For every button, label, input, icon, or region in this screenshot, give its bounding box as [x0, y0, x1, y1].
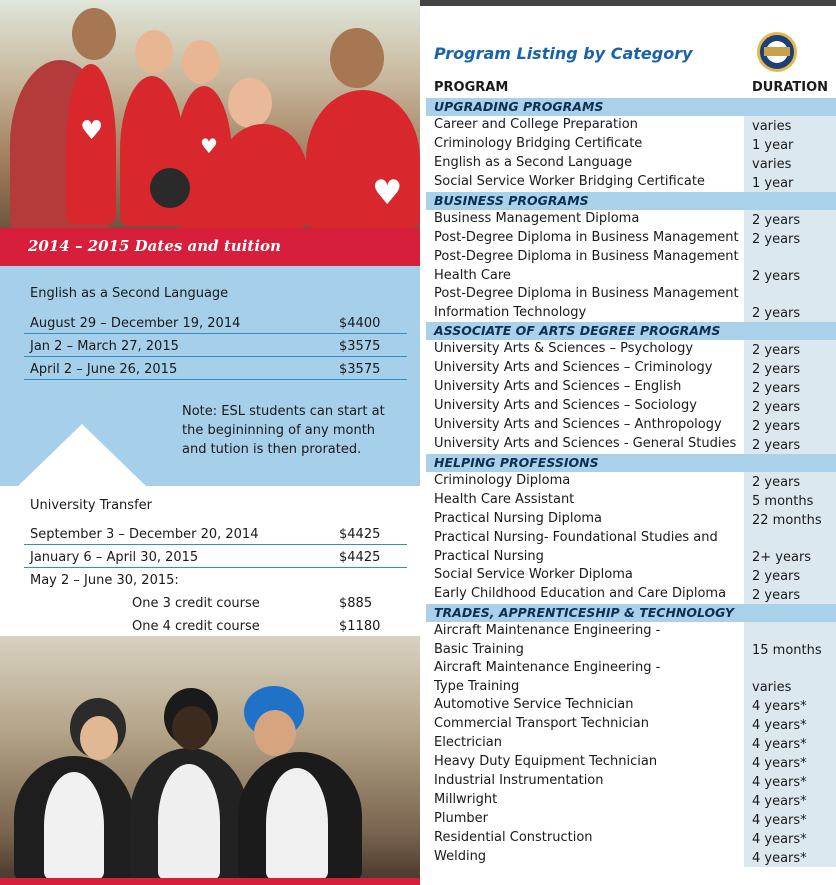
callout-arrow [18, 424, 146, 486]
heart-icon: ♥ [200, 134, 218, 158]
footer-stripe [0, 878, 420, 885]
program-row: Business Management Diploma 2 years [426, 210, 836, 229]
program-row: Practical Nursing- Foundational Studies and Practical Nursing 2+ years [426, 529, 836, 566]
esl-row: Jan 2 – March 27, 2015 $3575 [24, 337, 407, 357]
program-row: University Arts and Sciences – Anthropology 2 years [426, 416, 836, 435]
students-photo-top [0, 0, 420, 228]
col-program-header: PROGRAM [434, 80, 509, 95]
program-row: Criminology Diploma 2 years [426, 472, 836, 491]
category-header: BUSINESS PROGRAMS [426, 192, 836, 210]
category-header: ASSOCIATE OF ARTS DEGREE PROGRAMS [426, 322, 836, 340]
dates-tuition-banner [0, 228, 420, 266]
heart-icon: ♥ [80, 116, 104, 146]
program-row: Post-Degree Diploma in Business Management Health Care 2 years [426, 248, 836, 285]
category-header: TRADES, APPRENTICESHIP & TECHNOLOGY [426, 604, 836, 622]
category-header: HELPING PROFESSIONS [426, 454, 836, 472]
program-row: Industrial Instrumentation 4 years* [426, 772, 836, 791]
program-listing-panel [420, 0, 836, 885]
ut-sub-row: One 3 credit course $885 [132, 596, 373, 611]
program-row: University Arts and Sciences – Criminology 2 years [426, 359, 836, 378]
table-header [426, 78, 836, 98]
program-row: Criminology Bridging Certificate 1 year [426, 135, 836, 154]
program-listing-title: Program Listing by Category [434, 44, 693, 63]
ut-row: September 3 – December 20, 2014 $4425 [24, 525, 407, 545]
program-row: English as a Second Language varies [426, 154, 836, 173]
ut-sub-row: One 4 credit course $1180 [24, 617, 407, 637]
program-row: Career and College Preparation varies [426, 116, 836, 135]
program-row: Plumber 4 years* [426, 810, 836, 829]
program-row: University Arts and Sciences - General Studies 2 years [426, 435, 836, 454]
esl-row: April 2 – June 26, 2015 $3575 [24, 360, 407, 380]
program-row: Practical Nursing Diploma 22 months [426, 510, 836, 529]
students-photo-bottom [0, 636, 420, 880]
program-row: Heavy Duty Equipment Technician 4 years* [426, 753, 836, 772]
ut-row: January 6 – April 30, 2015 $4425 [24, 548, 407, 568]
program-row: University Arts and Sciences – English 2 years [426, 378, 836, 397]
esl-note: Note: ESL students can start at the begininning of any month and tution is then prorated. [182, 404, 385, 457]
program-row: University Arts and Sciences – Sociology 2 years [426, 397, 836, 416]
program-row: Health Care Assistant 5 months [426, 491, 836, 510]
program-row: Aircraft Maintenance Engineering - Type Training varies [426, 659, 836, 696]
ut-may-row: May 2 – June 30, 2015: [30, 573, 179, 588]
banner-title: 2014 – 2015 Dates and tuition [28, 237, 281, 255]
program-row: Post-Degree Diploma in Business Management Information Technology 2 years [426, 285, 836, 322]
program-table [426, 78, 836, 867]
program-row: University Arts & Sciences – Psychology 2 years [426, 340, 836, 359]
category-header: UPGRADING PROGRAMS [426, 98, 836, 116]
top-rule [420, 0, 836, 6]
esl-section-title: English as a Second Language [30, 286, 229, 301]
esl-row: August 29 – December 19, 2014 $4400 [24, 314, 407, 334]
program-row: Commercial Transport Technician 4 years* [426, 715, 836, 734]
ut-section-title: University Transfer [30, 498, 152, 513]
program-row: Residential Construction 4 years* [426, 829, 836, 848]
program-row: Aircraft Maintenance Engineering - Basic Training 15 months [426, 622, 836, 659]
program-row: Electrician 4 years* [426, 734, 836, 753]
program-row: Millwright 4 years* [426, 791, 836, 810]
program-row: Social Service Worker Diploma 2 years [426, 566, 836, 585]
program-row: Social Service Worker Bridging Certificate 1 year [426, 173, 836, 192]
heart-icon: ♥ [372, 173, 403, 213]
col-duration-header: DURATION [752, 80, 829, 95]
seal-icon [757, 32, 797, 72]
program-row: Automotive Service Technician 4 years* [426, 696, 836, 715]
program-row: Post-Degree Diploma in Business Management 2 years [426, 229, 836, 248]
program-row: Early Childhood Education and Care Diploma 2 years [426, 585, 836, 604]
program-row: Welding 4 years* [426, 848, 836, 867]
